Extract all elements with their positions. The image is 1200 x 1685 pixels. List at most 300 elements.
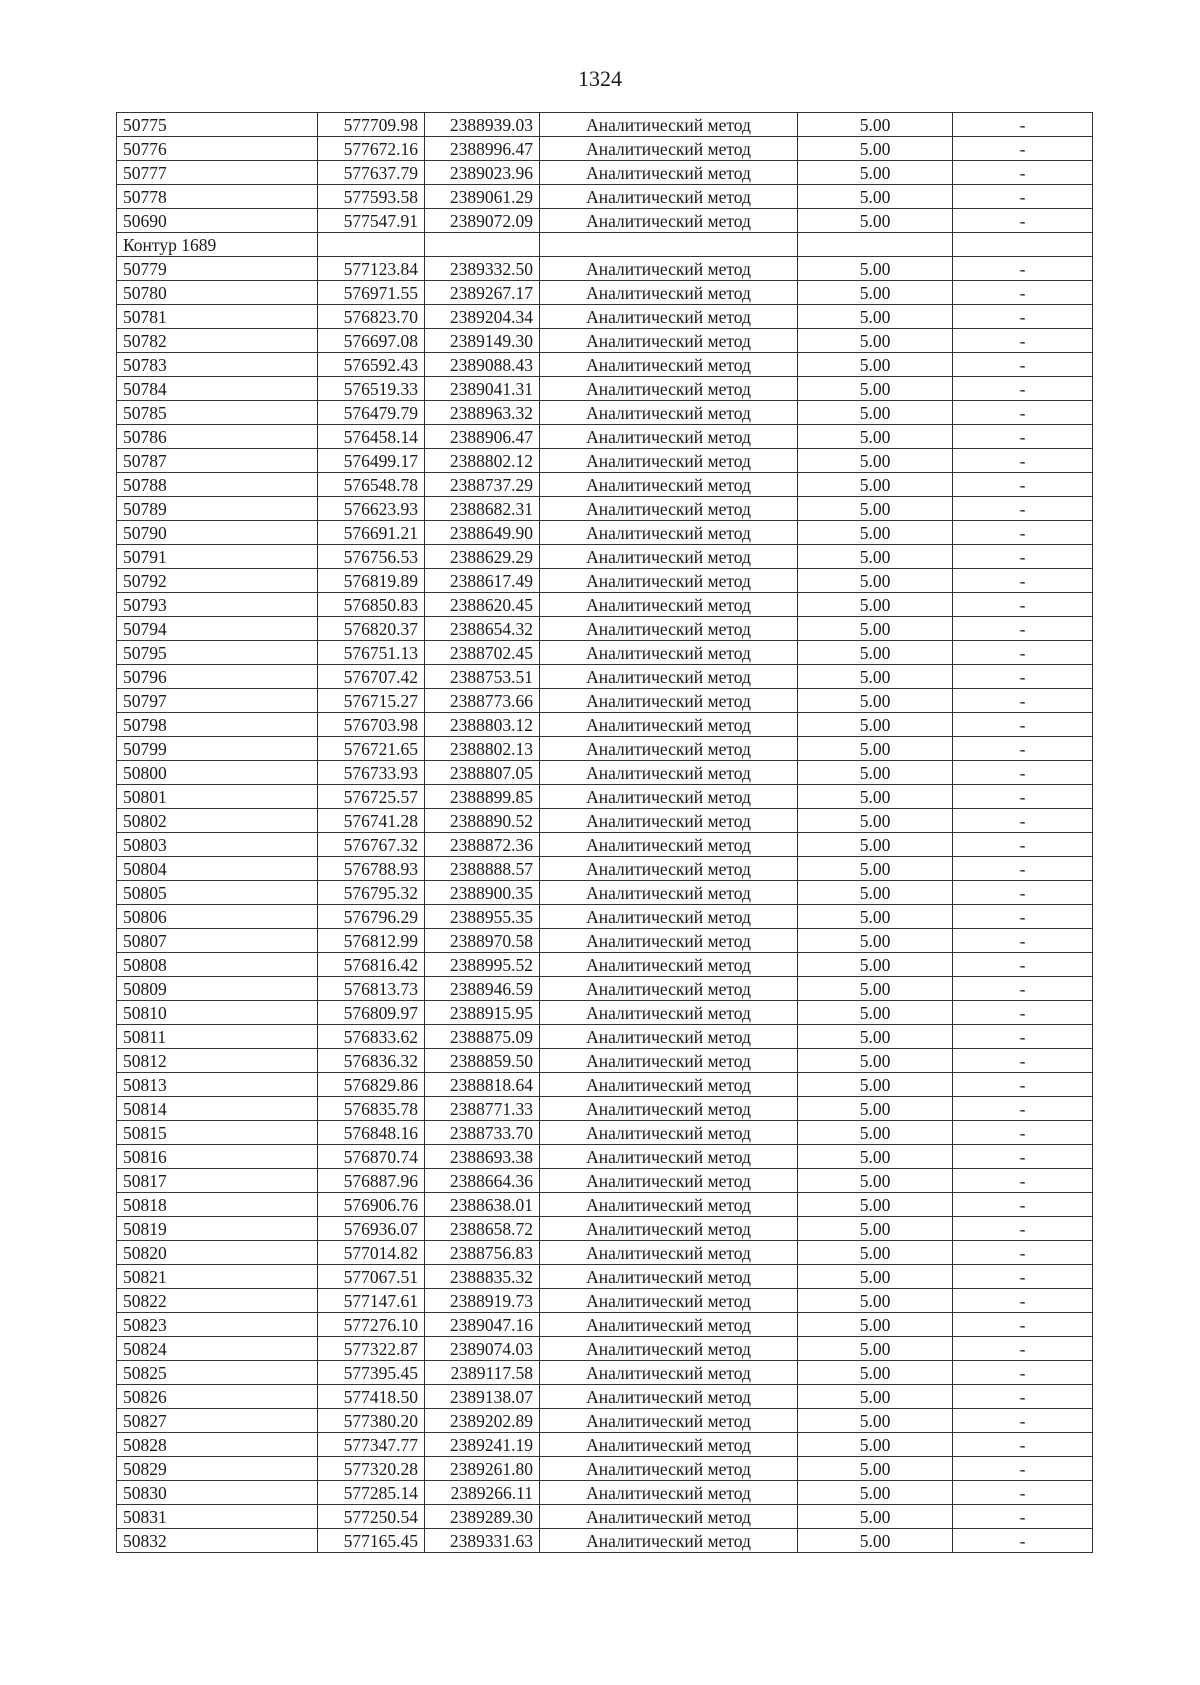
- x-coordinate-cell: 576715.27: [318, 689, 425, 713]
- y-coordinate-cell: 2389267.17: [425, 281, 540, 305]
- error-cell: 5.00: [798, 353, 953, 377]
- method-cell: Аналитический метод: [540, 1217, 798, 1241]
- y-coordinate-cell: 2388664.36: [425, 1169, 540, 1193]
- y-coordinate-cell: 2388620.45: [425, 593, 540, 617]
- point-id-cell: 50780: [117, 281, 318, 305]
- note-cell: -: [953, 1025, 1093, 1049]
- x-coordinate-cell: 577276.10: [318, 1313, 425, 1337]
- point-id-cell: 50777: [117, 161, 318, 185]
- error-cell: 5.00: [798, 1385, 953, 1409]
- table-row: [117, 785, 1093, 809]
- note-cell: -: [953, 353, 1093, 377]
- x-coordinate-cell: 576829.86: [318, 1073, 425, 1097]
- table-row: [117, 161, 1093, 185]
- note-cell: -: [953, 1289, 1093, 1313]
- table-row: [117, 1121, 1093, 1145]
- y-coordinate-cell: 2388682.31: [425, 497, 540, 521]
- x-coordinate-cell: 577347.77: [318, 1433, 425, 1457]
- point-id-cell: 50797: [117, 689, 318, 713]
- table-row: [117, 1193, 1093, 1217]
- table-row: [117, 113, 1093, 137]
- method-cell: Аналитический метод: [540, 713, 798, 737]
- method-cell: Аналитический метод: [540, 1289, 798, 1313]
- error-cell: 5.00: [798, 1265, 953, 1289]
- note-cell: -: [953, 1505, 1093, 1529]
- y-coordinate-cell: 2388919.73: [425, 1289, 540, 1313]
- table-row: [117, 641, 1093, 665]
- point-id-cell: 50829: [117, 1457, 318, 1481]
- note-cell: -: [953, 425, 1093, 449]
- x-coordinate-cell: 577285.14: [318, 1481, 425, 1505]
- point-id-cell: 50811: [117, 1025, 318, 1049]
- page-number: 1324: [578, 66, 622, 91]
- method-cell: Аналитический метод: [540, 617, 798, 641]
- point-id-cell: 50809: [117, 977, 318, 1001]
- error-cell: 5.00: [798, 881, 953, 905]
- point-id-cell: 50802: [117, 809, 318, 833]
- x-coordinate-cell: 576697.08: [318, 329, 425, 353]
- point-id-cell: 50819: [117, 1217, 318, 1241]
- table-row: [117, 833, 1093, 857]
- note-cell: -: [953, 761, 1093, 785]
- method-cell: Аналитический метод: [540, 545, 798, 569]
- point-id-cell: 50804: [117, 857, 318, 881]
- note-cell: [953, 233, 1093, 257]
- y-coordinate-cell: 2388693.38: [425, 1145, 540, 1169]
- y-coordinate-cell: 2388617.49: [425, 569, 540, 593]
- method-cell: Аналитический метод: [540, 353, 798, 377]
- note-cell: -: [953, 209, 1093, 233]
- error-cell: 5.00: [798, 1337, 953, 1361]
- x-coordinate-cell: 577380.20: [318, 1409, 425, 1433]
- coordinates-table: [116, 112, 1093, 1553]
- y-coordinate-cell: 2388946.59: [425, 977, 540, 1001]
- method-cell: Аналитический метод: [540, 473, 798, 497]
- y-coordinate-cell: 2389241.19: [425, 1433, 540, 1457]
- point-id-cell: 50799: [117, 737, 318, 761]
- error-cell: 5.00: [798, 665, 953, 689]
- error-cell: 5.00: [798, 1073, 953, 1097]
- table-row: [117, 1097, 1093, 1121]
- method-cell: Аналитический метод: [540, 1001, 798, 1025]
- table-row: [117, 737, 1093, 761]
- note-cell: -: [953, 1385, 1093, 1409]
- point-id-cell: 50813: [117, 1073, 318, 1097]
- method-cell: Аналитический метод: [540, 929, 798, 953]
- point-id-cell: 50776: [117, 137, 318, 161]
- x-coordinate-cell: 576592.43: [318, 353, 425, 377]
- point-id-cell: 50830: [117, 1481, 318, 1505]
- x-coordinate-cell: 576788.93: [318, 857, 425, 881]
- table-row: [117, 1385, 1093, 1409]
- method-cell: Аналитический метод: [540, 1169, 798, 1193]
- table-row: [117, 281, 1093, 305]
- point-id-cell: 50832: [117, 1529, 318, 1553]
- y-coordinate-cell: 2389061.29: [425, 185, 540, 209]
- error-cell: 5.00: [798, 1049, 953, 1073]
- note-cell: -: [953, 281, 1093, 305]
- note-cell: -: [953, 1409, 1093, 1433]
- x-coordinate-cell: 577637.79: [318, 161, 425, 185]
- note-cell: -: [953, 1529, 1093, 1553]
- x-coordinate-cell: 576850.83: [318, 593, 425, 617]
- point-id-cell: 50792: [117, 569, 318, 593]
- x-coordinate-cell: 577418.50: [318, 1385, 425, 1409]
- method-cell: Аналитический метод: [540, 857, 798, 881]
- y-coordinate-cell: 2388995.52: [425, 953, 540, 977]
- method-cell: Аналитический метод: [540, 1385, 798, 1409]
- error-cell: 5.00: [798, 617, 953, 641]
- x-coordinate-cell: 576833.62: [318, 1025, 425, 1049]
- note-cell: -: [953, 521, 1093, 545]
- y-coordinate-cell: 2388963.32: [425, 401, 540, 425]
- point-id-cell: 50788: [117, 473, 318, 497]
- note-cell: -: [953, 1097, 1093, 1121]
- error-cell: 5.00: [798, 737, 953, 761]
- table-row: [117, 1001, 1093, 1025]
- table-row: [117, 1505, 1093, 1529]
- x-coordinate-cell: 576812.99: [318, 929, 425, 953]
- method-cell: Аналитический метод: [540, 1121, 798, 1145]
- error-cell: 5.00: [798, 545, 953, 569]
- error-cell: 5.00: [798, 1241, 953, 1265]
- x-coordinate-cell: 576813.73: [318, 977, 425, 1001]
- point-id-cell: 50808: [117, 953, 318, 977]
- table-row: [117, 689, 1093, 713]
- method-cell: Аналитический метод: [540, 809, 798, 833]
- table-row: [117, 209, 1093, 233]
- note-cell: -: [953, 977, 1093, 1001]
- x-coordinate-cell: 576623.93: [318, 497, 425, 521]
- x-coordinate-cell: 576703.98: [318, 713, 425, 737]
- y-coordinate-cell: 2389117.58: [425, 1361, 540, 1385]
- x-coordinate-cell: 577123.84: [318, 257, 425, 281]
- error-cell: 5.00: [798, 305, 953, 329]
- note-cell: -: [953, 713, 1093, 737]
- x-coordinate-cell: 577014.82: [318, 1241, 425, 1265]
- note-cell: -: [953, 1457, 1093, 1481]
- point-id-cell: 50812: [117, 1049, 318, 1073]
- y-coordinate-cell: 2388737.29: [425, 473, 540, 497]
- x-coordinate-cell: 576733.93: [318, 761, 425, 785]
- method-cell: Аналитический метод: [540, 1361, 798, 1385]
- x-coordinate-cell: 576725.57: [318, 785, 425, 809]
- error-cell: 5.00: [798, 1433, 953, 1457]
- point-id-cell: 50690: [117, 209, 318, 233]
- method-cell: Аналитический метод: [540, 329, 798, 353]
- note-cell: -: [953, 689, 1093, 713]
- note-cell: -: [953, 833, 1093, 857]
- point-id-cell: 50801: [117, 785, 318, 809]
- error-cell: 5.00: [798, 641, 953, 665]
- table-row: [117, 617, 1093, 641]
- x-coordinate-cell: 577322.87: [318, 1337, 425, 1361]
- note-cell: -: [953, 185, 1093, 209]
- x-coordinate-cell: 577395.45: [318, 1361, 425, 1385]
- x-coordinate-cell: 576835.78: [318, 1097, 425, 1121]
- note-cell: -: [953, 449, 1093, 473]
- y-coordinate-cell: 2388900.35: [425, 881, 540, 905]
- y-coordinate-cell: 2389047.16: [425, 1313, 540, 1337]
- method-cell: Аналитический метод: [540, 113, 798, 137]
- x-coordinate-cell: 576519.33: [318, 377, 425, 401]
- x-coordinate-cell: 576870.74: [318, 1145, 425, 1169]
- point-id-cell: 50782: [117, 329, 318, 353]
- note-cell: -: [953, 305, 1093, 329]
- y-coordinate-cell: 2388859.50: [425, 1049, 540, 1073]
- table-row: [117, 977, 1093, 1001]
- error-cell: 5.00: [798, 1193, 953, 1217]
- y-coordinate-cell: 2388835.32: [425, 1265, 540, 1289]
- note-cell: -: [953, 545, 1093, 569]
- table-row: [117, 593, 1093, 617]
- contour-header-row: [117, 233, 1093, 257]
- method-cell: Аналитический метод: [540, 209, 798, 233]
- point-id-cell: 50794: [117, 617, 318, 641]
- y-coordinate-cell: 2388773.66: [425, 689, 540, 713]
- table-row: [117, 497, 1093, 521]
- table-row: [117, 1145, 1093, 1169]
- error-cell: 5.00: [798, 1289, 953, 1313]
- method-cell: [540, 233, 798, 257]
- method-cell: Аналитический метод: [540, 521, 798, 545]
- note-cell: -: [953, 1193, 1093, 1217]
- table-row: [117, 1337, 1093, 1361]
- table-row: [117, 449, 1093, 473]
- x-coordinate-cell: 576906.76: [318, 1193, 425, 1217]
- y-coordinate-cell: 2388771.33: [425, 1097, 540, 1121]
- y-coordinate-cell: 2388803.12: [425, 713, 540, 737]
- point-id-cell: Контур 1689: [117, 233, 318, 257]
- point-id-cell: 50800: [117, 761, 318, 785]
- y-coordinate-cell: 2389204.34: [425, 305, 540, 329]
- method-cell: Аналитический метод: [540, 1505, 798, 1529]
- x-coordinate-cell: 576756.53: [318, 545, 425, 569]
- point-id-cell: 50828: [117, 1433, 318, 1457]
- error-cell: 5.00: [798, 185, 953, 209]
- y-coordinate-cell: 2389332.50: [425, 257, 540, 281]
- x-coordinate-cell: 576823.70: [318, 305, 425, 329]
- table-row: [117, 257, 1093, 281]
- method-cell: Аналитический метод: [540, 1529, 798, 1553]
- note-cell: -: [953, 401, 1093, 425]
- note-cell: -: [953, 953, 1093, 977]
- error-cell: 5.00: [798, 449, 953, 473]
- method-cell: Аналитический метод: [540, 737, 798, 761]
- y-coordinate-cell: [425, 233, 540, 257]
- point-id-cell: 50820: [117, 1241, 318, 1265]
- method-cell: Аналитический метод: [540, 665, 798, 689]
- y-coordinate-cell: 2389041.31: [425, 377, 540, 401]
- error-cell: 5.00: [798, 1169, 953, 1193]
- x-coordinate-cell: 577067.51: [318, 1265, 425, 1289]
- point-id-cell: 50790: [117, 521, 318, 545]
- table-row: [117, 929, 1093, 953]
- point-id-cell: 50779: [117, 257, 318, 281]
- method-cell: Аналитический метод: [540, 1025, 798, 1049]
- x-coordinate-cell: 577320.28: [318, 1457, 425, 1481]
- table-row: [117, 905, 1093, 929]
- method-cell: Аналитический метод: [540, 953, 798, 977]
- error-cell: 5.00: [798, 857, 953, 881]
- method-cell: Аналитический метод: [540, 1337, 798, 1361]
- y-coordinate-cell: 2388906.47: [425, 425, 540, 449]
- note-cell: -: [953, 473, 1093, 497]
- x-coordinate-cell: 576836.32: [318, 1049, 425, 1073]
- point-id-cell: 50806: [117, 905, 318, 929]
- point-id-cell: 50785: [117, 401, 318, 425]
- method-cell: Аналитический метод: [540, 449, 798, 473]
- point-id-cell: 50818: [117, 1193, 318, 1217]
- x-coordinate-cell: 576971.55: [318, 281, 425, 305]
- note-cell: -: [953, 1313, 1093, 1337]
- method-cell: Аналитический метод: [540, 305, 798, 329]
- y-coordinate-cell: 2389138.07: [425, 1385, 540, 1409]
- method-cell: Аналитический метод: [540, 569, 798, 593]
- error-cell: 5.00: [798, 833, 953, 857]
- error-cell: 5.00: [798, 1025, 953, 1049]
- y-coordinate-cell: 2389023.96: [425, 161, 540, 185]
- error-cell: 5.00: [798, 1505, 953, 1529]
- y-coordinate-cell: 2389149.30: [425, 329, 540, 353]
- method-cell: Аналитический метод: [540, 785, 798, 809]
- error-cell: 5.00: [798, 1361, 953, 1385]
- method-cell: Аналитический метод: [540, 1073, 798, 1097]
- y-coordinate-cell: 2388899.85: [425, 785, 540, 809]
- y-coordinate-cell: 2388629.29: [425, 545, 540, 569]
- y-coordinate-cell: 2388756.83: [425, 1241, 540, 1265]
- point-id-cell: 50789: [117, 497, 318, 521]
- error-cell: 5.00: [798, 1457, 953, 1481]
- error-cell: 5.00: [798, 1145, 953, 1169]
- table-row: [117, 1481, 1093, 1505]
- y-coordinate-cell: 2388872.36: [425, 833, 540, 857]
- x-coordinate-cell: 576691.21: [318, 521, 425, 545]
- note-cell: -: [953, 929, 1093, 953]
- method-cell: Аналитический метод: [540, 1049, 798, 1073]
- table-row: [117, 521, 1093, 545]
- x-coordinate-cell: 576707.42: [318, 665, 425, 689]
- y-coordinate-cell: 2388888.57: [425, 857, 540, 881]
- table-row: [117, 545, 1093, 569]
- point-id-cell: 50827: [117, 1409, 318, 1433]
- x-coordinate-cell: 576887.96: [318, 1169, 425, 1193]
- x-coordinate-cell: 576848.16: [318, 1121, 425, 1145]
- method-cell: Аналитический метод: [540, 1145, 798, 1169]
- y-coordinate-cell: 2389074.03: [425, 1337, 540, 1361]
- point-id-cell: 50775: [117, 113, 318, 137]
- point-id-cell: 50796: [117, 665, 318, 689]
- table-row: [117, 569, 1093, 593]
- error-cell: 5.00: [798, 593, 953, 617]
- error-cell: 5.00: [798, 761, 953, 785]
- point-id-cell: 50805: [117, 881, 318, 905]
- method-cell: Аналитический метод: [540, 761, 798, 785]
- table-row: [117, 1289, 1093, 1313]
- error-cell: 5.00: [798, 401, 953, 425]
- note-cell: -: [953, 497, 1093, 521]
- error-cell: 5.00: [798, 1409, 953, 1433]
- error-cell: 5.00: [798, 137, 953, 161]
- error-cell: 5.00: [798, 377, 953, 401]
- y-coordinate-cell: 2389202.89: [425, 1409, 540, 1433]
- method-cell: Аналитический метод: [540, 593, 798, 617]
- note-cell: -: [953, 1169, 1093, 1193]
- table-row: [117, 377, 1093, 401]
- x-coordinate-cell: 576548.78: [318, 473, 425, 497]
- note-cell: -: [953, 737, 1093, 761]
- error-cell: 5.00: [798, 1313, 953, 1337]
- note-cell: -: [953, 137, 1093, 161]
- error-cell: 5.00: [798, 785, 953, 809]
- point-id-cell: 50815: [117, 1121, 318, 1145]
- error-cell: 5.00: [798, 521, 953, 545]
- y-coordinate-cell: 2388939.03: [425, 113, 540, 137]
- error-cell: 5.00: [798, 257, 953, 281]
- table-row: [117, 1241, 1093, 1265]
- x-coordinate-cell: 576721.65: [318, 737, 425, 761]
- table-row: [117, 1217, 1093, 1241]
- note-cell: -: [953, 1001, 1093, 1025]
- note-cell: -: [953, 329, 1093, 353]
- method-cell: Аналитический метод: [540, 1433, 798, 1457]
- table-row: [117, 881, 1093, 905]
- y-coordinate-cell: 2388915.95: [425, 1001, 540, 1025]
- point-id-cell: 50807: [117, 929, 318, 953]
- x-coordinate-cell: 576479.79: [318, 401, 425, 425]
- method-cell: Аналитический метод: [540, 1265, 798, 1289]
- y-coordinate-cell: 2388818.64: [425, 1073, 540, 1097]
- note-cell: -: [953, 1481, 1093, 1505]
- x-coordinate-cell: 576936.07: [318, 1217, 425, 1241]
- x-coordinate-cell: 577147.61: [318, 1289, 425, 1313]
- x-coordinate-cell: [318, 233, 425, 257]
- method-cell: Аналитический метод: [540, 161, 798, 185]
- note-cell: -: [953, 617, 1093, 641]
- y-coordinate-cell: 2388802.12: [425, 449, 540, 473]
- note-cell: -: [953, 1217, 1093, 1241]
- method-cell: Аналитический метод: [540, 1097, 798, 1121]
- method-cell: Аналитический метод: [540, 1241, 798, 1265]
- note-cell: -: [953, 905, 1093, 929]
- table-row: [117, 185, 1093, 209]
- method-cell: Аналитический метод: [540, 905, 798, 929]
- point-id-cell: 50798: [117, 713, 318, 737]
- x-coordinate-cell: 577672.16: [318, 137, 425, 161]
- point-id-cell: 50823: [117, 1313, 318, 1337]
- table-row: [117, 1313, 1093, 1337]
- table-row: [117, 353, 1093, 377]
- y-coordinate-cell: 2389289.30: [425, 1505, 540, 1529]
- y-coordinate-cell: 2388733.70: [425, 1121, 540, 1145]
- table-row: [117, 1073, 1093, 1097]
- error-cell: 5.00: [798, 113, 953, 137]
- table-row: [117, 1049, 1093, 1073]
- y-coordinate-cell: 2388807.05: [425, 761, 540, 785]
- note-cell: -: [953, 593, 1093, 617]
- method-cell: Аналитический метод: [540, 833, 798, 857]
- method-cell: Аналитический метод: [540, 689, 798, 713]
- point-id-cell: 50814: [117, 1097, 318, 1121]
- coordinates-table-body: [117, 113, 1093, 1553]
- x-coordinate-cell: 577709.98: [318, 113, 425, 137]
- error-cell: 5.00: [798, 929, 953, 953]
- method-cell: Аналитический метод: [540, 881, 798, 905]
- x-coordinate-cell: 576751.13: [318, 641, 425, 665]
- note-cell: -: [953, 1049, 1093, 1073]
- table-row: [117, 401, 1093, 425]
- y-coordinate-cell: 2389261.80: [425, 1457, 540, 1481]
